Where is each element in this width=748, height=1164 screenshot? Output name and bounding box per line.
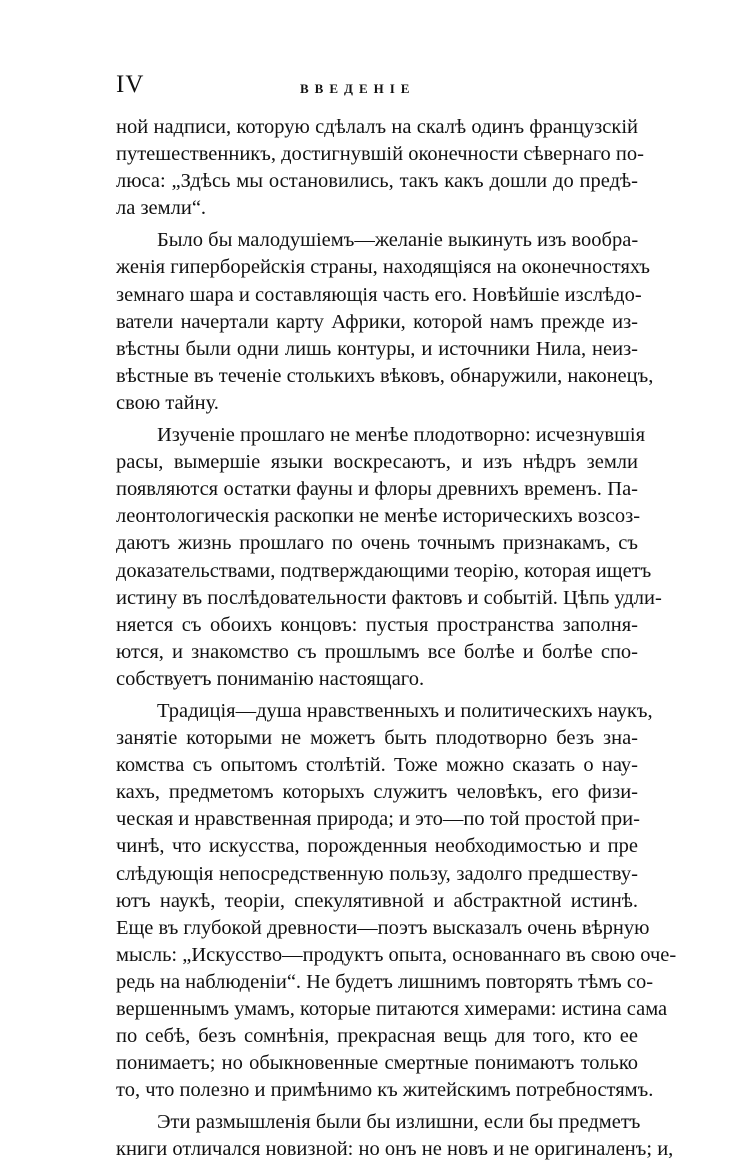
text-line: ческая и нравственная природа; и это—по той простой при- bbox=[116, 808, 640, 831]
text-line: редь на наблюденіи“. Не будетъ лишнимъ повторять тѣмъ со- bbox=[116, 970, 654, 993]
text-line: занятіе которыми не можетъ быть плодотворно безъ зна- bbox=[116, 727, 638, 750]
text-line: Традиція—душа нравственныхъ и политическихъ наукъ, bbox=[157, 699, 653, 722]
paragraph bbox=[116, 227, 654, 417]
text-line: по себѣ, безъ сомнѣнія, прекрасная вещь для того, кто ее bbox=[116, 1025, 638, 1048]
text-line: ются, и знакомство съ прошлымъ все болѣе и болѣе спо- bbox=[116, 640, 638, 663]
text-line: путешественникъ, достигнувшій оконечности сѣвернаго по- bbox=[116, 143, 644, 166]
text-line: няется съ обоихъ концовъ: пустыя пространства заполня- bbox=[116, 613, 638, 636]
text-line: вѣстны были одни лишь контуры, и источники Нила, неиз- bbox=[116, 337, 638, 360]
text-line: мысль: „Искусство—продуктъ опыта, основаннаго въ свою оче- bbox=[116, 943, 677, 966]
text-line: люса: „Здѣсь мы остановились, такъ какъ дошли до предѣ- bbox=[116, 170, 638, 193]
text-line: Изученіе прошлаго не менѣе плодотворно: исчезнувшія bbox=[157, 424, 646, 447]
text-line: земнаго шара и составляющія часть его. Новѣйшіе изслѣдо- bbox=[116, 283, 642, 306]
text-line: Было бы малодушіемъ—желаніе выкинуть изъ вообра- bbox=[157, 229, 639, 252]
text-line: доказательствами, подтверждающими теорію, которая ищетъ bbox=[116, 559, 652, 582]
text-line: кахъ, предметомъ которыхъ служитъ человѣкъ, его физи- bbox=[116, 781, 638, 804]
text-line: комства съ опытомъ столѣтій. Тоже можно сказать о нау- bbox=[116, 754, 638, 777]
paragraph bbox=[116, 698, 677, 1104]
text-line: леонтологическія раскопки не менѣе историческихъ возсоз- bbox=[116, 505, 641, 528]
text-line: собствуетъ пониманію настоящаго. bbox=[116, 667, 425, 690]
text-line: свою тайну. bbox=[116, 391, 219, 414]
paragraph bbox=[116, 114, 644, 222]
body-text bbox=[116, 114, 677, 1164]
page-number: IV bbox=[116, 71, 145, 98]
text-line: слѣдующія непосредственную пользу, задолго предшеству- bbox=[116, 862, 638, 885]
text-line: ватели начертали карту Африки, которой намъ прежде из- bbox=[116, 310, 638, 333]
text-line: Эти размышленія были бы излишни, если бы предметъ bbox=[157, 1111, 641, 1134]
text-line: ной надписи, которую сдѣлалъ на скалѣ одинъ французскій bbox=[116, 116, 638, 138]
text-line: истину въ послѣдовательности фактовъ и событій. Цѣпь удли- bbox=[116, 586, 662, 609]
text-line: женія гиперборейскія страны, находящіяся на оконечностяхъ bbox=[116, 256, 650, 279]
text-line: ютъ наукѣ, теоріи, спекулятивной и абстрактной истинѣ. bbox=[116, 889, 638, 912]
text-line: вѣстные въ теченіе столькихъ вѣковъ, обнаружили, наконецъ, bbox=[116, 364, 654, 387]
text-line: понимаетъ; но обыкновенные смертные понимаютъ только bbox=[116, 1052, 638, 1075]
text-line: книги отличался новизной: но онъ не новъ и не оригиналенъ; и, bbox=[116, 1138, 674, 1161]
paragraph bbox=[116, 422, 662, 693]
running-title: ВВЕДЕНІЕ bbox=[300, 81, 416, 96]
text-line: вершеннымъ умамъ, которые питаются химерами: истина сама bbox=[116, 998, 668, 1020]
text-line: то, что полезно и примѣнимо къ житейскимъ потребностямъ. bbox=[116, 1079, 654, 1102]
text-line: Еще въ глубокой древности—поэтъ высказалъ очень вѣрную bbox=[116, 916, 650, 939]
paragraph bbox=[116, 1109, 674, 1163]
text-line: чинѣ, что искусства, порожденныя необходимостью и пре bbox=[116, 835, 638, 858]
text-line: ла земли“. bbox=[116, 197, 207, 220]
text-line: расы, вымершіе языки воскресаютъ, и изъ нѣдръ земли bbox=[116, 451, 638, 474]
text-line: даютъ жизнь прошлаго по очень точнымъ признакамъ, съ bbox=[116, 532, 638, 555]
text-line: появляются остатки фауны и флоры древнихъ временъ. Па- bbox=[116, 478, 638, 501]
